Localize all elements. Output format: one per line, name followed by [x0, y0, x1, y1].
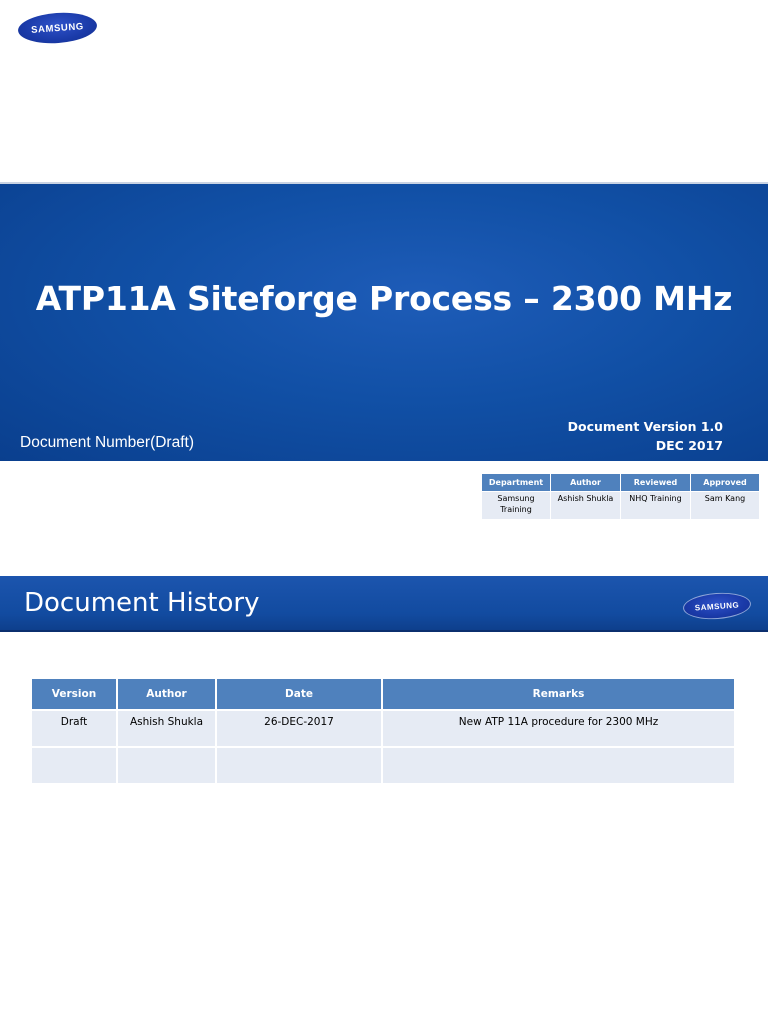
approval-header-department: Department — [482, 474, 551, 492]
approval-header-row — [482, 474, 760, 492]
approval-header-reviewed: Reviewed — [621, 474, 691, 492]
document-date: DEC 2017 — [655, 438, 723, 453]
samsung-logo-text: SAMSUNG — [30, 20, 85, 36]
approval-cell-reviewed: NHQ Training — [621, 492, 691, 520]
document-title: ATP11A Siteforge Process – 2300 MHz — [35, 279, 733, 318]
history-cell-author — [117, 747, 216, 784]
samsung-logo-small — [682, 591, 752, 622]
table-row — [31, 710, 735, 747]
history-cell-version — [31, 747, 117, 784]
history-cell-author: Ashish Shukla — [117, 710, 216, 747]
history-header-date: Date — [216, 678, 382, 710]
document-version-block — [568, 417, 723, 455]
approval-cell-department: Samsung Training — [482, 492, 551, 520]
samsung-logo-small-text: SAMSUNG — [694, 599, 740, 613]
document-history-header — [0, 576, 768, 632]
table-row — [31, 747, 735, 784]
history-cell-remarks: New ATP 11A procedure for 2300 MHz — [382, 710, 735, 747]
history-cell-date: 26-DEC-2017 — [216, 710, 382, 747]
document-version: Document Version 1.0 — [567, 419, 723, 434]
approval-header-approved: Approved — [691, 474, 760, 492]
approval-header-author: Author — [551, 474, 621, 492]
approval-cell-author: Ashish Shukla — [551, 492, 621, 520]
document-number: Document Number(Draft) — [20, 434, 194, 451]
samsung-logo — [17, 10, 98, 45]
title-banner — [0, 182, 768, 461]
history-cell-version: Draft — [31, 710, 117, 747]
history-cell-remarks — [382, 747, 735, 784]
document-history-table — [30, 677, 736, 785]
approval-cell-approved: Sam Kang — [691, 492, 760, 520]
approval-table — [481, 473, 760, 520]
history-cell-date — [216, 747, 382, 784]
approval-row — [482, 492, 760, 520]
history-header-remarks: Remarks — [382, 678, 735, 710]
history-header-row — [31, 678, 735, 710]
history-header-author: Author — [117, 678, 216, 710]
document-history-title: Document History — [24, 588, 260, 618]
history-header-version: Version — [31, 678, 117, 710]
